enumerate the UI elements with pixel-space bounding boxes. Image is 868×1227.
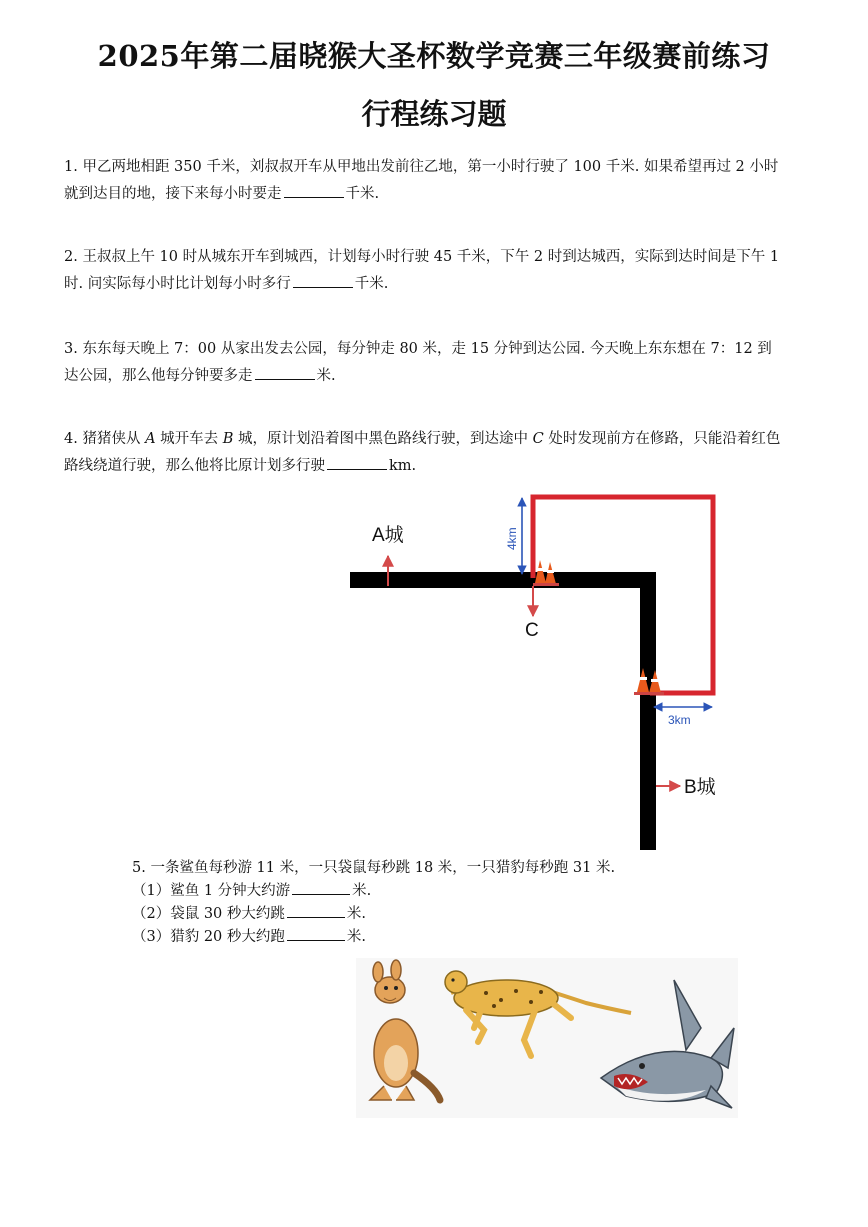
b-city-label: B城 (684, 777, 716, 798)
answer-blank-1[interactable] (284, 183, 344, 198)
question-1 (64, 154, 786, 208)
answer-blank-5-1[interactable] (292, 880, 350, 895)
question-2 (64, 244, 786, 298)
answer-blank-2[interactable] (293, 273, 353, 288)
animals-illustration (356, 958, 738, 1118)
page-subtitle: 行程练习题 (361, 97, 507, 131)
measure-4km-label: 4km (505, 527, 519, 550)
question-4-unit: km. (389, 458, 417, 474)
question-4-text-b: 城开车去 (155, 431, 223, 447)
point-a-letter: A (145, 431, 156, 447)
question-1-unit: 千米. (345, 186, 380, 202)
part-3-text: （3）猎豹 20 秒大约跑 (132, 929, 285, 945)
question-4 (64, 426, 786, 480)
c-point-label: C (525, 620, 539, 641)
page-title: 2025年第二届晓猴大圣杯数学竞赛三年级赛前练习 (97, 39, 771, 73)
question-5-part-3 (132, 926, 366, 949)
question-5-part-1 (132, 880, 371, 903)
part-3-unit: 米. (346, 929, 367, 945)
answer-blank-3[interactable] (255, 365, 315, 380)
answer-blank-5-3[interactable] (287, 926, 345, 941)
question-4-text-c: 城，原计划沿着图中黑色路线行驶，到达途中 (233, 431, 533, 447)
part-2-text: （2）袋鼠 30 秒大约跳 (132, 906, 285, 922)
question-3-unit: 米. (316, 368, 336, 384)
answer-blank-4[interactable] (327, 455, 387, 470)
a-city-label: A城 (372, 525, 404, 546)
answer-blank-5-2[interactable] (287, 903, 345, 918)
measure-3km-label: 3km (668, 713, 691, 727)
part-2-unit: 米. (346, 906, 367, 922)
point-b-letter: B (222, 431, 234, 447)
question-1-text: 1. 甲乙两地相距 350 千米，刘叔叔开车从甲地出发前往乙地，第一小时行驶了 100 千米. 如果希望再过 2 小时就到达目的地，接下来每小时要走 (64, 159, 779, 202)
question-3-text: 3. 东东每天晚上 7：00 从家出发去公园，每分钟走 80 米，走 15 分钟到达公园. 今天晚上东东想在 7：12 到达公园，那么他每分钟要多走 (64, 341, 772, 384)
question-4-text-a: 4. 猪猪侠从 (64, 431, 146, 447)
question-4-text-d: 处时发现前方在修路，只能沿着红色路线绕道行驶，那么他将比原计划多行驶 (64, 431, 781, 474)
question-2-text: 2. 王叔叔上午 10 时从城东开车到城西，计划每小时行驶 45 千米，下午 2 时到达城西，实际到达时间是下午 1 时. 问实际每小时比计划每小时多行 (64, 249, 780, 292)
planned-route-road (350, 580, 648, 850)
question-5-part-2 (132, 903, 366, 926)
detour-route (533, 497, 713, 693)
question-2-unit: 千米. (354, 276, 389, 292)
question-3 (64, 336, 786, 390)
route-diagram (340, 488, 740, 854)
point-c-letter: C (532, 431, 544, 447)
part-1-unit: 米. (352, 883, 372, 899)
question-5-stem: 5. 一条鲨鱼每秒游 11 米，一只袋鼠每秒跳 18 米，一只猎豹每秒跑 31 米. (132, 860, 616, 876)
part-1-text: （1）鲨鱼 1 分钟大约游 (132, 883, 291, 899)
